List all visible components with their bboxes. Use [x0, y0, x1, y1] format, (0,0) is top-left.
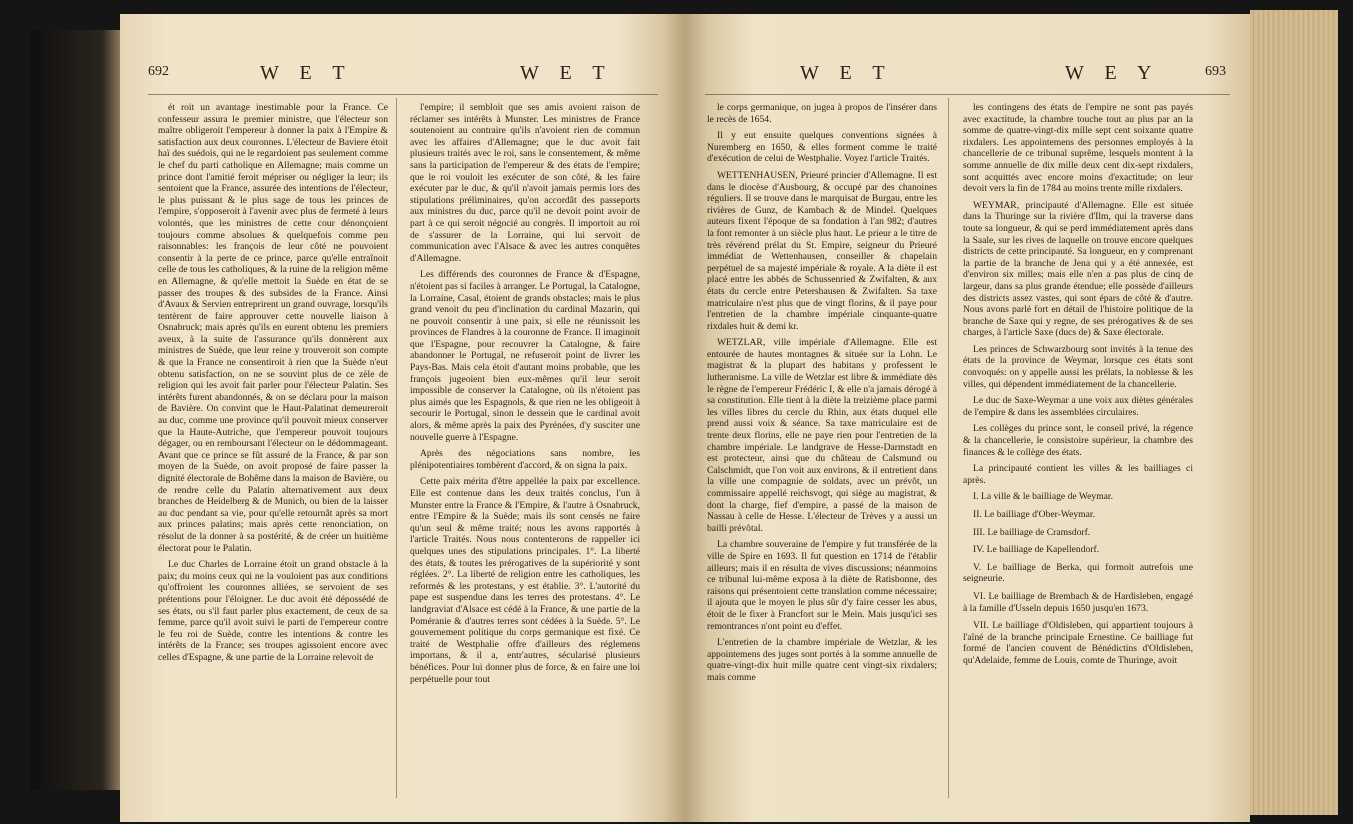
paragraph: Il y eut ensuite quelques conventions signées à Nuremberg en 1650, & elles forment comme le traité d'exécution de celui de Westphalie. Voyez l'article Traités.	[707, 130, 937, 165]
page-number: 692	[148, 64, 169, 79]
text-column-1	[707, 102, 937, 802]
right-page	[685, 14, 1250, 822]
list-item: III. Le bailliage de Cramsdorf.	[973, 526, 1091, 538]
column-rule	[948, 98, 949, 798]
paragraph: ét roit un avantage inestimable pour la France. Ce confesseur assura le premier ministre, que l'électeur son maître obligeroit l'empereur à donner la paix à l'Empire & satisfaction aux deux couronnes. L'électeur de Baviere étoit haï des suédois, qui ne le regardoient pas seulement comme le chef du parti catholique en Allemagne; mais comme un prince dont l'amitié feroit mépriser ou négliger la leur; ils sentoient que la France, assurée des intentions de l'électeur, le plus puissant & le plus sage de tous les princes de l'empire, s'opposeroit à l'avenir avec plus de fermeté à leurs volontés, que les ministres de cette cour dénonçoient toujours comme absolues & quelquefois comme peu raisonnables: les françois de leur côté ne pouvoient consentir à la perte de ce prince, parce qu'elle entraînoit celle de tous les catholiques, & la ruine de la religion même en Allemagne, & qu'elle mettoit la Suède en état de se passer des troupes & des subsides de la France. Ainsi d'Avaux & Servien entreprirent un grand ouvrage, lorsqu'ils tentèrent de faire approuver cette nouvelle liaison à Osnabruck; mais après qu'ils en eurent obtenu les premiers aveux, à la suite de l'assurance qu'ils donnèrent aux ministres de Suède, que leur reine y trouveroit son compte & que la France ne consentiroit à rien que la Suède n'eut obtenu satisfaction, on ne se souvint plus de ce zèle de religion qui les avoit fait parler pour l'électeur Palatin. Ses intérêts furent abandonnés, & on se déclara pour la maison de Bavière. On convint que le Haut-Palatinat demeureroit au duc, comme une province qu'il pouvoit mieux conserver que la Haute-Autriche, que l'empereur pouvoit toujours dégager, ou en remboursant l'électeur on le dédommageant. Avant que ce prince se fût assuré de la France, & par son moyen de la Suède, on avoit proposé de faire passer la dignité électorale de Bohême dans la maison de Bavière, ou de rendre celle du Palatin alternativement aux deux branches de Heidelberg & de Munich, ou bien de la laisser au duc pendant sa vie, pour qu'elle retournât après sa mort aux princes palatins; mais après cette renonciation, on résolut de la donner à sa postérité, & de créer un huitième électorat pour le Palatin.	[158, 102, 388, 554]
paragraph: Cette paix mérita d'être appellée la paix par excellence. Elle est contenue dans les deux traités conclus, l'un à Munster entre la France & l'Empire, & l'autre à Osnabruck, entre l'Empire & la Suède; mais ils sont censés ne faire qu'un seul & même traité; nous les avons rapportés à l'article Traités. Nous nous contenterons de rappeller ici quelques unes des stipulations principales. 1°. La liberté des états, & toutes les prérogatives de la supériorité y sont réglées. 2°. La liberté de religion entre les catholiques, les reformés & les protestans, y est établie. 3°. L'autorité du pape est suspendue dans les terres des protestans. 4°. Le landgraviat d'Alsace est cédé à la France, & une partie de la Poméranie & d'autres terres sont cédées à la Suède. 5°. Le gouvernement politique du corps germanique est fixé. Ce traité de Westphalie offre d'ailleurs des réglemens importans, & il a, entr'autres, sécularisé plusieurs bénéfices. Pour lui donner plus de force, & en faire une loi perpétuelle pour tout	[410, 476, 640, 685]
list-item: II. Le bailliage d'Ober-Weymar.	[973, 509, 1095, 520]
book-spread	[120, 14, 1250, 822]
paragraph: le corps germanique, on jugea à propos de l'insérer dans le recès de 1654.	[707, 102, 937, 125]
paragraph: WETTENHAUSEN, Prieuré princier d'Allemagne. Il est dans le diocèse d'Ausbourg, & occupé par des chanoines réguliers. Il se trouve dans le marquisat de Burgau, entre les rivières de Gunz, de Kambach & de Mindel. Quelques auteurs fixent l'époque de sa fondation à l'an 982; d'autres la font remonter à un siècle plus haut. Le prieur a le titre de très révérend prélat du St. Empire, seigneur du Prieuré immédiat de Wettenhausen, conseiller & chapelain perpétuel de sa majesté impériale & royale. A la diète il est placé entre les abbés de Schussenried & Zwifalten, & aux états du cercle entre Petershausen & Zwifalten. Sa taxe matriculaire n'est plus que de vingt florins, & il paye pour l'entretien de la chambre impériale cinquante-quatre rixdales huit & demi kr.	[707, 169, 937, 332]
list-item: VI. Le bailliage de Brembach & de Hardisleben, engagé à la famille d'Usseln depuis 1650 jusqu'en 1673.	[963, 590, 1193, 614]
list-item: I. La ville & le bailliage de Weymar.	[973, 491, 1113, 503]
paragraph: l'empire; il sembloit que ses amis avoient raison de réclamer ses intérêts à Munster. Les ministres de France soutenoient au contraire qu'ils n'avoient rien de commun avec les affaires d'Allemagne; que le duc avoit fait plusieurs traités avec le roi, sans le consentement, & même sans la participation de l'empereur & des états de l'empire; que le roi vouloit les exécuter de son côté, & les faire exécuter par le duc, & qu'il n'avoit jamais permis lors des stipulations préliminaires, qu'on accordât des passeports aux ministres du duc, parce qu'il ne devoit point avoir de part à ce qui seroit négocié au congrès. Il importoit au roi de s'assurer de la Lorraine, qui lui servoit de communication avec l'Alsace & avec les autres conquêtes d'Allemagne.	[410, 102, 640, 264]
header-rule	[705, 94, 1230, 95]
page-edges-right	[1250, 10, 1338, 815]
list-item: IV. Le bailliage de Kapellendorf.	[973, 544, 1100, 556]
paragraph: Les princes de Schwarzbourg sont invités à la tenue des états de la province de Weymar, lorsque ces états sont convoqués: on y appelle aussi les prélats, la noblesse & les villes, qui dépendent immédiatement de la chancellerie.	[963, 343, 1193, 390]
paragraph: WETZLAR, ville impériale d'Allemagne. Elle est entourée de hautes montagnes & située sur la Lohn. Le magistrat & la plupart des habitans y professent le lutheranisme. La ville de Wetzlar est libre & immédiate dès le règne de l'empereur Frédéric I, & elle n'a jamais dérogé à sa constitution. Elle tient à la diète la treizième place parmi les villes libres du cercle du Rhin, aux états duquel elle prend aussi voix & séance. Sa taxe matriculaire est de trente deux florins, elle ne paye rien pour l'entretien de la chambre impériale. Le landgrave de Hesse-Darmstadt en est protecteur, ainsi que du château de Calsmund ou Calschmidt, que l'on voit aux environs, & il entretient dans la ville une compagnie de soldats, avec un prévôt, un commissaire appellé reichsvogt, qui siège au magistrat, & dont la charge, fief d'empire, a passé de la maison de Nassau à celle de Hesse. L'électeur de Trèves y a aussi un bailli prévôtal.	[707, 337, 937, 534]
paragraph: Le duc Charles de Lorraine étoit un grand obstacle à la paix; du moins ceux qui ne la vouloient pas aux conditions qu'offroient les couronnes alliées, se servoient de ses prétentions pour l'éloigner. Le duc avoit été dépossédé de ses états, ou s'il faut parler plus exactement, de ceux de sa femme, parce qu'il avoit suivi le parti de l'empereur contre le feu roi de Suède, contre les intentions & contre les intérêts de la France; ses troupes agissoient encore avec celles d'Espagne, & une partie de la Lorraine relevoit de	[158, 559, 388, 663]
text-column-2	[410, 102, 640, 802]
running-header-left: W E T	[260, 62, 353, 84]
column-rule	[396, 98, 397, 798]
paragraph: WEYMAR, principauté d'Allemagne. Elle est située dans la Thuringe sur la rivière d'Ilm, qui la traverse dans toute sa longueur, & qui se perd immédiatement après dans la Saale, sur les rives de laquelle on trouve encore quelques districts de cette principauté. Sa longueur, en y comprenant la partie de la branche de Jena qui y a été annexée, est d'environ six milles; mais elle n'en a pas plus de cinq de largeur, dans sa plus grande étendue; elle possède d'ailleurs des districts assez vastes, qui sont épars de côté & d'autre. Nous avons parlé fort en détail de l'histoire politique de la branche de Saxe qui y regne, de ses prérogatives & de ses charges, à l'article Saxe (ducs de) & Saxe électorale.	[963, 199, 1193, 339]
page-number: 693	[1205, 64, 1226, 79]
text-column-2	[963, 102, 1193, 802]
running-header-right: W E T	[520, 62, 613, 84]
header-rule	[148, 94, 658, 95]
paragraph: les contingens des états de l'empire ne sont pas payés avec exactitude, la chambre touche tout au plus par an la somme de quatre-vingt-dix mille sept cent soixante quatre rixdalers. Les appointemens des personnes employés à la chancellerie de ce tribunal suprême, lesquels montent à la somme annuelle de dix mille deux cent dix-sept rixdalers, sont acquittés avec encore moins d'exactitude; on leur devoit vers la fin de 1784 au moins trente mille rixdalers.	[963, 102, 1193, 195]
running-header-right: W E Y	[1065, 62, 1160, 84]
paragraph: La principauté contient les villes & les bailliages ci après.	[963, 463, 1193, 486]
book-shadow-left	[30, 30, 120, 790]
paragraph: Le duc de Saxe-Weymar a une voix aux diètes générales de l'empire & dans les assemblées circulaires.	[963, 395, 1193, 418]
text-column-1	[158, 102, 388, 802]
running-header-left: W E T	[800, 62, 893, 84]
paragraph: Après des négociations sans nombre, les plénipotentiaires tombèrent d'accord, & on signa la paix.	[410, 448, 640, 471]
list-item: VII. Le bailliage d'Oldisleben, qui appartient toujours à l'aîné de la branche principale Ernestine. Ce bailliage fut formé de l'ancien couvent de Bénédictins d'Oldisleben, qu'Adelaide, femme de Louis, comte de Thuringe, avoit	[963, 620, 1193, 666]
list-item: V. Le bailliage de Berka, qui formoit autrefois une seigneurie.	[963, 561, 1193, 585]
left-page	[120, 14, 685, 822]
paragraph: Les différends des couronnes de France & d'Espagne, n'étoient pas si faciles à arranger. Le Portugal, la Catalogne, la Lorraine, Casal, étoient de grands obstacles; mais le plus grand venoit du peu d'inclination du cardinal Mazarin, qui ne pouvoit consentir à une paix, si elle ne réunissoit les provinces de Flandres à la couronne de France. Il imaginoit que l'Espagne, pour recouvrer la Catalogne, & faire abandonner le Portugal, ne refuseroit point de livrer les Pays-Bas. Mais cela étoit d'autant moins probable, que les françois jugeoient bien eux-mêmes qu'il leur seroit impossible de conserver la Catalogne, où ils n'étoient pas plus aimés que les Espagnols, & que rien ne les obligeoit à secourir le Portugal, sinon le dessein que le cardinal avoit alors, & même après la paix des Pyrénées, d'y susciter une nouvelle guerre à l'Espagne.	[410, 269, 640, 443]
paragraph: Les collèges du prince sont, le conseil privé, la régence & la chancellerie, le consistoire supérieur, la chambre des finances & le collège des états.	[963, 423, 1193, 458]
paragraph: L'entretien de la chambre impériale de Wetzlar, & les appointemens des juges sont portés à la somme annuelle de quatre-vingt-dix huit mille quatre cent vingt-six rixdalers; mais comme	[707, 637, 937, 683]
paragraph: La chambre souveraine de l'empire y fut transférée de la ville de Spire en 1693. Il fut question en 1714 de l'établir ailleurs; mais il en résulta de vives discussions; néanmoins ce tribunal lui-même exposa à la diète de Ratisbonne, des raisons qui présentoient cette translation comme nécessaire; il ajouta que le moyen le plus sûr d'y faire cesser les abus, étoit de le fixer à Francfort sur le Mein. Mais jusqu'ici ses remontrances n'ont point eu d'effet.	[707, 539, 937, 632]
